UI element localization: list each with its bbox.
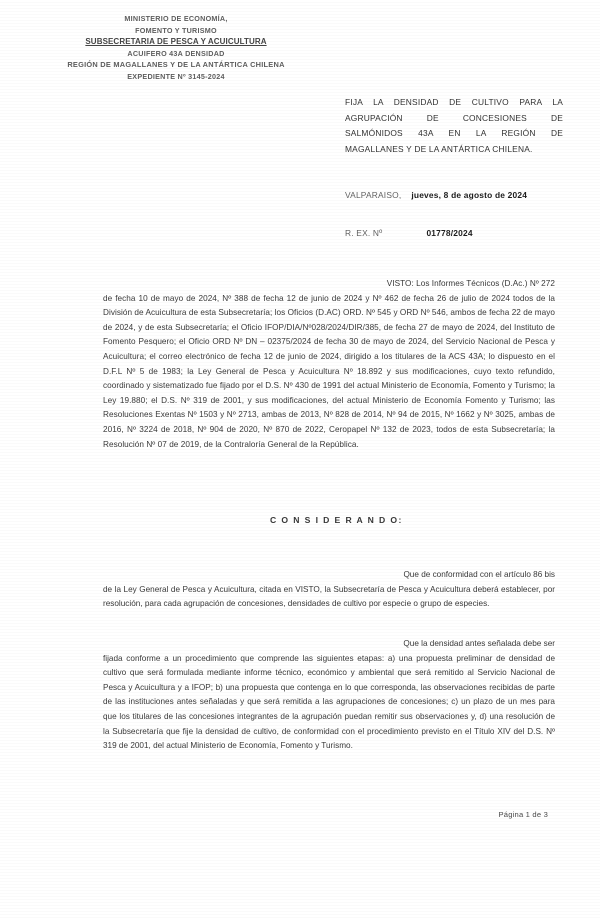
title-line-1: FIJA LA DENSIDAD DE CULTIVO PARA LA (345, 97, 563, 107)
considerando-1-body: de la Ley General de Pesca y Acuicultura, citada en VISTO, la Subsecretaría de Pesca y Acuicultura deberá establecer, por resolución, para cada agrupación de concesiones, densidades de cultivo por especie o grupo de especies. (103, 584, 555, 609)
issue-date: jueves, 8 de agosto de 2024 (411, 190, 528, 200)
considerando-1-head: Que de conformidad con el artículo 86 bis (403, 570, 555, 579)
considerando-2-head: Que la densidad antes señalada debe ser (403, 639, 555, 648)
letterhead-line-ministry: MINISTERIO DE ECONOMÍA, (124, 14, 228, 23)
place-city: VALPARAISO, (345, 190, 402, 200)
resolution-number-value: 01778/2024 (426, 228, 473, 238)
place-and-date (345, 190, 527, 200)
visto-body: de fecha 10 de mayo de 2024, Nº 388 de fecha 12 de junio de 2024 y Nº 462 de fecha 26 de julio de 2024 todos de la División de Acuicultura de esta Subsecretaría; los Oficios (D.AC) ORD. Nº 545 y ORD Nº 546, ambos de fecha 22 de mayo de 2024, y de esta Subsecretaría; el Oficio IFOP/DIA/Nº028/2024/DIR/385, de fecha 27 de mayo de 2024, del Instituto de Fomento Pesquero; el Oficio ORD Nº DN – 02375/2024 de fecha 30 de mayo de 2024, del Servicio Nacional de Pesca y Acuicultura; el correo electrónico de fecha 12 de junio de 2024, dirigido a los titulares de la ACS 43A; lo dispuesto en el D.F.L Nº 5 de 1983; la Ley General de Pesca y Acuicultura Nº 18.892 y sus modificaciones, cuyo texto refundido, coordinado y sistematizado fue fijado por el D.S. Nº 430 de 1991 del actual Ministerio de Economía, Fomento y Turismo; la Ley 19.880; el D.S. Nº 319 de 2001, y sus modificaciones, del actual Ministerio de Economía Fomento y Turismo; las Resoluciones Exentas Nº 1503 y Nº 2713, ambas de 2013, Nº 828 de 2014, Nº 94 de 2015, Nº 1662 y Nº 3025, ambas de 2016, Nº 3224 de 2018, Nº 904 de 2020, Nº 870 de 2022, Ceropapel Nº 132 de 2023, todos de esta Subsecretaría; la Resolución Nº 07 de 2019, de la Contraloría General de la República. (103, 293, 555, 449)
visto-paragraph (103, 277, 555, 452)
letterhead (42, 13, 310, 83)
title-line-4: MAGALLANES Y DE LA ANTÁRTICA CHILENA. (345, 143, 533, 154)
considerando-heading: C O N S I D E R A N D O: (270, 515, 403, 525)
letterhead-line-expediente: EXPEDIENTE Nº 3145-2024 (127, 71, 225, 81)
resolution-number (345, 228, 473, 238)
letterhead-line-acuifero: ACUIFERO 43A DENSIDAD (127, 48, 225, 58)
letterhead-line-subsecretaria: SUBSECRETARIA DE PESCA Y ACUICULTURA (85, 37, 267, 47)
letterhead-line-region: REGIÓN DE MAGALLANES Y DE LA ANTÁRTICA CHILENA (67, 60, 285, 70)
considerando-paragraph-1 (103, 568, 555, 612)
title-line-2: AGRUPACIÓN DE CONCESIONES DE (345, 112, 563, 123)
resolution-title-block (345, 95, 563, 157)
considerando-paragraph-2 (103, 637, 555, 754)
resolution-number-label: R. EX. Nº (345, 228, 383, 238)
visto-section (103, 277, 555, 463)
title-line-3: SALMÓNIDOS 43A EN LA REGIÓN DE (345, 128, 563, 139)
page-footer: Página 1 de 3 (498, 810, 548, 819)
letterhead-line-division: FOMENTO Y TURISMO (135, 25, 217, 35)
considerando-2-body: fijada conforme a un procedimiento que comprende las siguientes etapas: a) una propuesta preliminar de densidad de cultivo que será formulada mediante informe técnico, económico y ambiental que será remitido al Servicio Nacional de Pesca y Acuicultura y a IFOP; b) una propuesta que contenga en lo que corresponda, las observaciones recibidas de parte de las instituciones antes señaladas y que será remitida a las agrupaciones de concesiones; c) un plazo de un mes para que los titulares de las concesiones integrantes de la agrupación puedan remitir sus observaciones y, d) una resolución de la Subsecretaría que fije la densidad de cultivo, de conformidad con el procedimiento previsto en el Título XIV del D.S. Nº 319 de 2001, del actual Ministerio de Economía, Fomento y Turismo. (103, 653, 555, 751)
visto-head: VISTO: Los Informes Técnicos (D.Ac.) Nº 272 (386, 279, 555, 288)
